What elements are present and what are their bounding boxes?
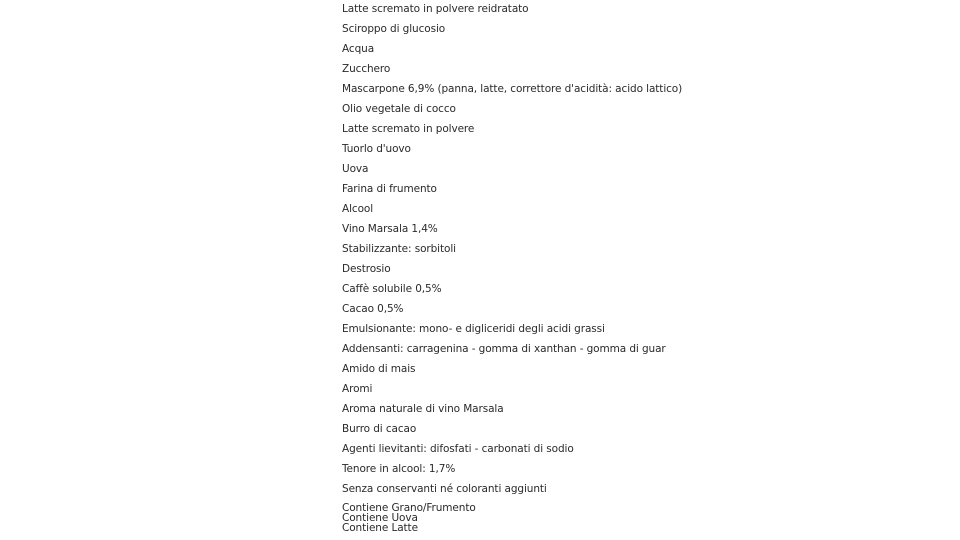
allergen-item: Contiene Uova	[342, 512, 418, 524]
ingredient-item: Aroma naturale di vino Marsala	[342, 403, 504, 415]
ingredient-item: Senza conservanti né coloranti aggiunti	[342, 483, 547, 495]
ingredient-item: Cacao 0,5%	[342, 303, 404, 315]
ingredient-item: Addensanti: carragenina - gomma di xanthan - gomma di guar	[342, 343, 666, 355]
ingredient-item: Acqua	[342, 43, 375, 55]
ingredient-item: Mascarpone 6,9% (panna, latte, correttore d'acidità: acido lattico)	[342, 83, 683, 95]
ingredient-item: Vino Marsala 1,4%	[342, 223, 438, 235]
ingredient-item: Caffè solubile 0,5%	[342, 283, 442, 295]
ingredient-item: Alcool	[342, 203, 374, 215]
ingredient-item: Tenore in alcool: 1,7%	[342, 463, 456, 475]
ingredient-item: Latte scremato in polvere reidratato	[342, 3, 529, 15]
ingredient-item: Farina di frumento	[342, 183, 437, 195]
ingredient-item: Burro di cacao	[342, 423, 417, 435]
allergen-item: Contiene Grano/Frumento	[342, 502, 476, 514]
ingredient-item: Sciroppo di glucosio	[342, 23, 446, 35]
ingredient-item: Tuorlo d'uovo	[342, 143, 411, 155]
ingredient-item: Olio vegetale di cocco	[342, 103, 456, 115]
ingredient-item: Emulsionante: mono- e digliceridi degli acidi grassi	[342, 323, 605, 335]
ingredient-item: Uova	[342, 163, 369, 175]
ingredient-item: Aromi	[342, 383, 373, 395]
allergen-list	[342, 503, 476, 533]
ingredient-item: Zucchero	[342, 63, 391, 75]
ingredient-item: Amido di mais	[342, 363, 416, 375]
ingredient-item: Agenti lievitanti: difosfati - carbonati di sodio	[342, 443, 574, 455]
ingredient-list	[342, 0, 682, 503]
ingredient-item: Latte scremato in polvere	[342, 123, 475, 135]
allergen-item: Contiene Latte	[342, 522, 418, 534]
ingredient-item: Stabilizzante: sorbitoli	[342, 243, 456, 255]
ingredient-item: Destrosio	[342, 263, 391, 275]
